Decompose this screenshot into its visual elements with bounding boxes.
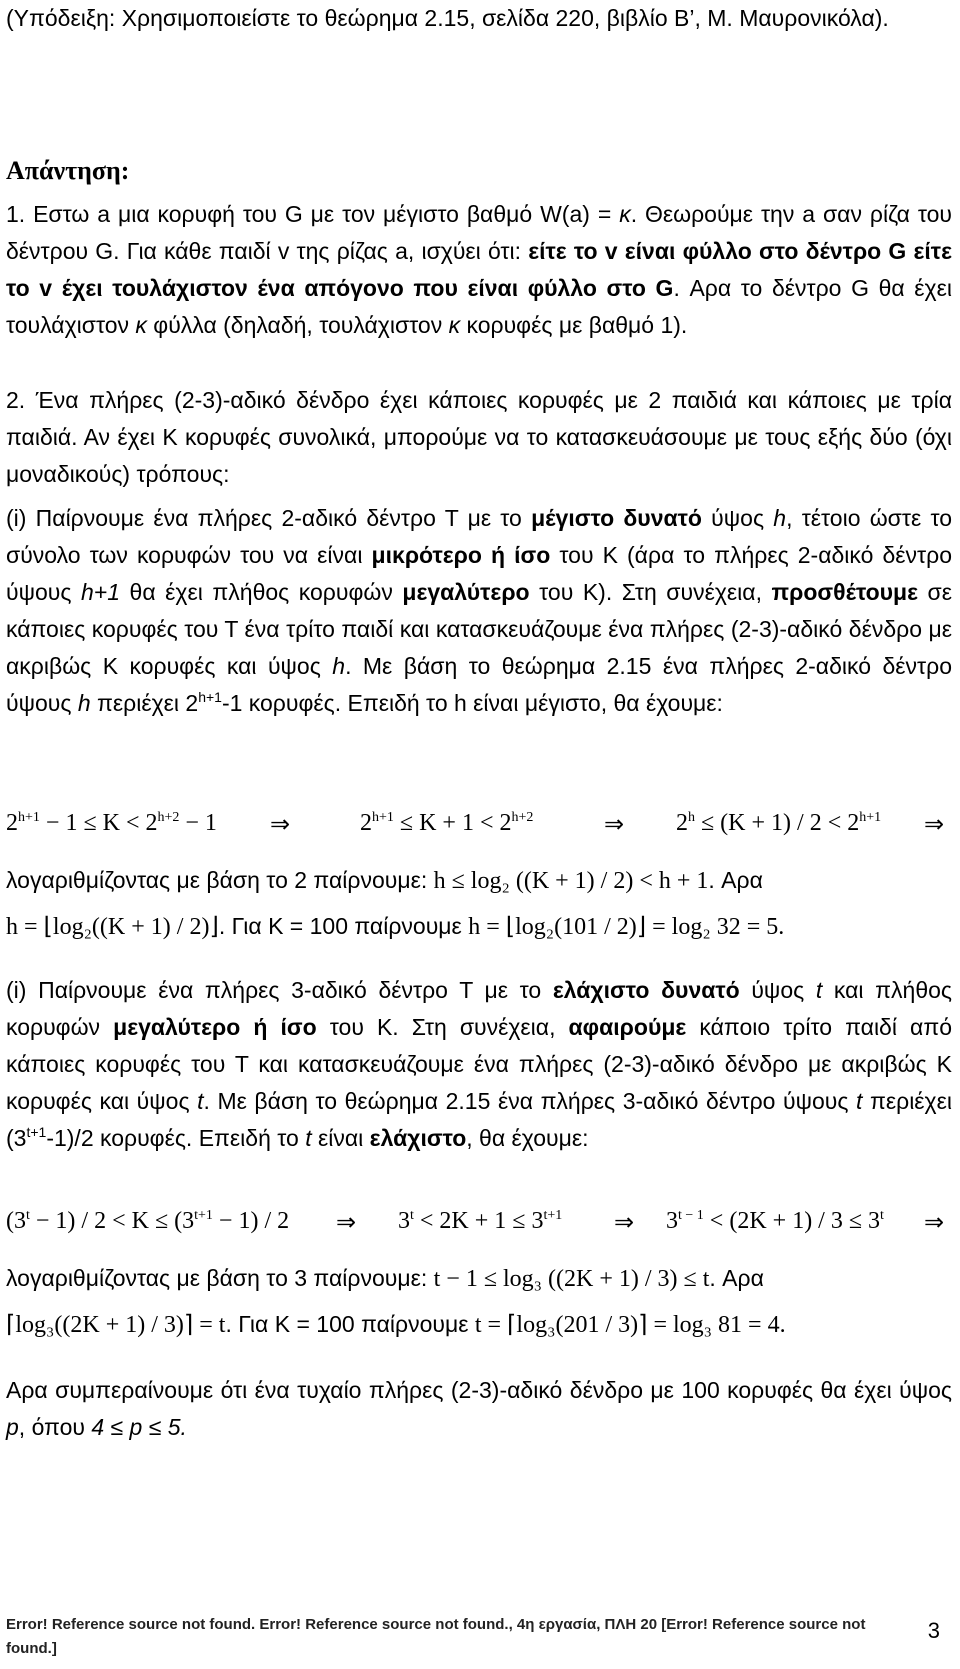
implies-arrow: ⇒: [924, 1210, 945, 1236]
answer-heading: Απάντηση:: [6, 156, 130, 185]
answer-part-1: 1. Εστω a μια κορυφή του G με τον μέγιστο βαθμό W(a) = κ. Θεωρούμε την a σαν ρίζα του δέντρου G. Για κάθε παιδί v της ρίζας a, ισχύει ότι: είτε το v είναι φύλλο στο δέντρο G είτε το v έχει τουλάχιστον ένα απόγονο που είναι φύλλο στο G. Αρα το δέντρο G θα έχει τουλάχιστον κ φύλλα (δηλαδή, τουλάχιστον κ κορυφές με βαθμό 1).: [6, 201, 952, 338]
implies-arrow: ⇒: [604, 812, 625, 838]
implies-arrow: ⇒: [336, 1210, 357, 1236]
inequality-chain-2: $2^{h+1} - 1 \le K < 2^{h+2} - 1$ ⇒ $2^{h+1} \le K + 1 < 2^{h+2}$ ⇒ $2^h \le (K + 1) / 2 < 2^{h+1}$ ⇒: [6, 810, 945, 838]
height-result-line: h = ⌊log₂((K + 1) / 2)⌋. Για Κ = 100 παίρνουμε h = ⌊log₂(101 / 2)⌋ = log₂ 32 = 5.: [6, 913, 785, 940]
implies-arrow: ⇒: [924, 812, 945, 838]
height-t-result-line: ⌈log₃((2K + 1) / 3)⌉ = t. Για Κ = 100 παίρνουμε t = ⌈log₃(201 / 3)⌉ = log₃ 81 = 4.: [6, 1311, 786, 1338]
method-i-paragraph: (i) Παίρνουμε ένα πλήρες 2-αδικό δέντρο Τ με το μέγιστο δυνατό ύψος h, τέτοιο ώστε το σύνολο των κορυφών του να είναι μικρότερο ή ίσο του Κ (άρα το πλήρες 2-αδικό δέντρο ύψους h+1 θα έχει πλήθος κορυφών μεγαλύτερο του Κ). Στη συνέχεια, προσθέτουμε σε κάποιες κορυφές του Τ ένα τρίτο παιδί και κατασκευάζουμε ένα πλήρες (2-3)-αδικό δένδρο με ακριβώς Κ κορυφές και ύψος h. Με βάση το θεώρημα 2.15 ένα πλήρες 2-αδικό δέντρο ύψους h περιέχει $2^{h+1}-1$ κορυφές. Επειδή το h είναι μέγιστο, θα έχουμε:: [6, 505, 953, 716]
page-number: 3: [927, 1618, 940, 1643]
conclusion-paragraph: Αρα συμπεραίνουμε ότι ένα τυχαίο πλήρες (2-3)-αδικό δένδρο με 100 κορυφές θα έχει ύψος p, όπου 4 ≤ p ≤ 5.: [6, 1377, 952, 1440]
log-base-2-line: λογαριθμίζοντας με βάση το 2 παίρνουμε: h ≤ log₂ ((K + 1) / 2) < h + 1. Αρα: [6, 867, 763, 894]
method-ii-paragraph: (i) Παίρνουμε ένα πλήρες 3-αδικό δέντρο Τ με το ελάχιστο δυνατό ύψος t και πλήθος κορυφών μεγαλύτερο ή ίσο του Κ. Στη συνέχεια, αφαιρούμε κάποιο τρίτο παιδί από κάποιες κορυφές του Τ και κατασκευάζουμε ένα πλήρες (2-3)-αδικό δένδρο με ακριβώς Κ κορυφές και ύψος t. Με βάση το θεώρημα 2.15 ένα πλήρες 3-αδικό δέντρο ύψους t περιέχει $(3^{t+1}-1)/2$ κορυφές. Επειδή το t είναι ελάχιστο, θα έχουμε:: [6, 977, 953, 1151]
log-base-3-line: λογαριθμίζοντας με βάση το 3 παίρνουμε: t − 1 ≤ log₃ ((2K + 1) / 3) ≤ t. Αρα: [6, 1265, 764, 1292]
hint-paragraph: (Υπόδειξη: Χρησιμοποιείστε το θεώρημα 2.15, σελίδα 220, βιβλίο Β’, Μ. Μαυρονικόλα).: [6, 5, 889, 31]
implies-arrow: ⇒: [270, 812, 291, 838]
answer-part-2: 2. Ένα πλήρες (2-3)-αδικό δένδρο έχει κάποιες κορυφές με 2 παιδιά και κάποιες με τρία παιδιά. Αν έχει Κ κορυφές συνολικά, μπορούμε να το κατασκευάσουμε με τους εξής δύο (όχι μοναδικούς) τρόπους:: [6, 387, 952, 487]
implies-arrow: ⇒: [614, 1210, 635, 1236]
page-footer: Error! Reference source not found. Error! Reference source not found., 4η εργασία, ΠΛΗ 20 [Error! Reference source not found.]: [6, 1616, 866, 1657]
inequality-chain-3: $(3^t - 1) / 2 < K \le (3^{t+1} - 1) / 2$ ⇒ $3^t < 2K + 1 \le 3^{t+1}$ ⇒ $3^{t - 1} < (2K + 1) / 3 \le 3^t$ ⇒: [6, 1208, 945, 1236]
